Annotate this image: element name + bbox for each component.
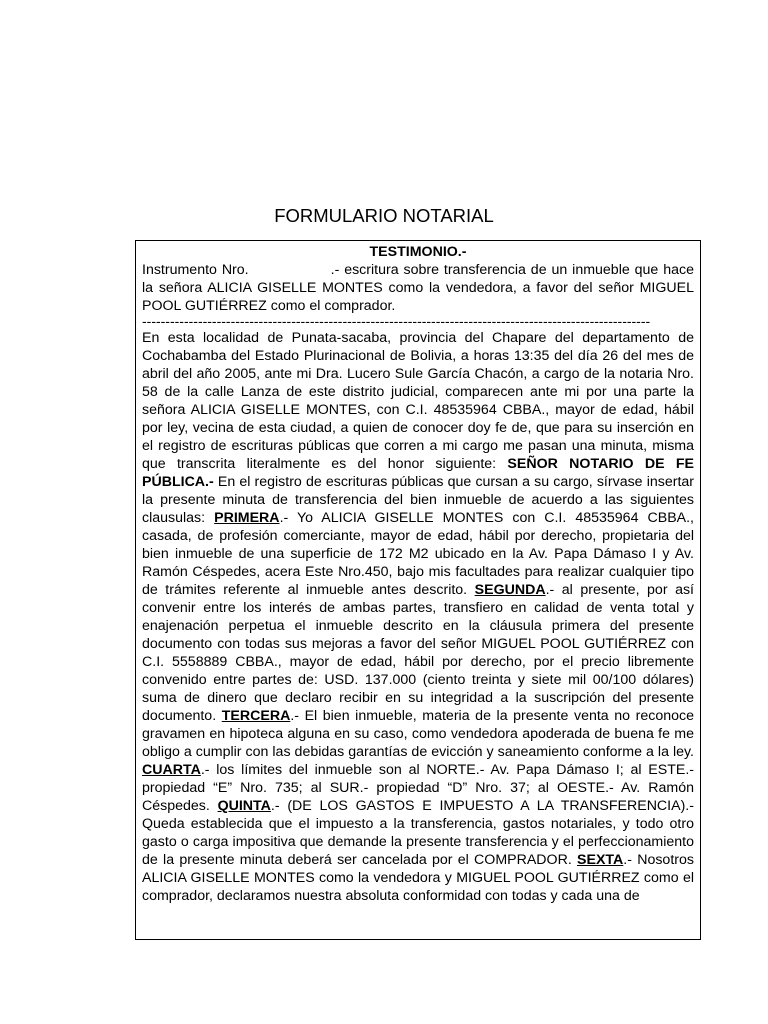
clause-quinta: QUINTA — [217, 798, 271, 814]
clause-sexta: SEXTA — [577, 852, 624, 868]
body-text-5: .- El bien inmueble, materia de la presente venta no reconoce gravamen en hipoteca alguna en su caso, como vendedora apoderada de buena fe me obligo a cumplir con las debidas garantías de evicción y saneamiento conforme a la ley. — [142, 708, 694, 760]
body-text-8: .- Nosotros ALICIA GISELLE MONTES como la vendedora y MIGUEL POOL GUTIÉRREZ como el comprador, declaramos nuestra absoluta conformidad con todas y cada una de — [142, 852, 694, 904]
testimony-box — [135, 240, 701, 940]
testimony-heading: TESTIMONIO.- — [369, 244, 467, 260]
intro-paragraph — [142, 261, 694, 315]
body-text-3: .- Yo ALICIA GISELLE MONTES con C.I. 48535964 CBBA., casada, de profesión comerciante, mayor de edad, hábil por derecho, propietaria del bien inmueble de una superficie de 172 M2 ubicado en la Av. Papa Dámaso I y Av. Ramón Céspedes, acera Este Nro.450, bajo mis facultades para realizar cualquier tipo de trámites referente al inmueble antes descrito. — [142, 510, 694, 598]
body-text-2: En el registro de escrituras públicas que cursan a su cargo, sírvase insertar la presente minuta de transferencia del bien inmueble de acuerdo a las siguientes clausulas: — [142, 474, 694, 526]
document-title: FORMULARIO NOTARIAL — [274, 205, 494, 226]
body-text-6: .- los límites del inmueble son al NORTE.- Av. Papa Dámaso I; al ESTE.- propiedad “E” Nro. 735; al SUR.- propiedad “D” Nro. 37; al OESTE.- Av. Ramón Céspedes. — [142, 762, 694, 814]
clause-primera: PRIMERA — [214, 510, 280, 526]
clause-cuarta: CUARTA — [142, 762, 201, 778]
body-text-4: .- al presente, por así convenir entre los interés de ambas partes, transfiero en calidad de venta total y enajenación perpetua el inmueble descrito en la cláusula primera del presente documento con todas sus mejoras a favor del señor MIGUEL POOL GUTIÉRREZ con C.I. 5558889 CBBA., mayor de edad, hábil por derecho, por el precio libremente convenido entre partes de: USD. 137.000 (ciento treinta y siete mil 00/100 dólares) suma de dinero que declaro recibir en su integridad a la suscripción del presente documento. — [142, 582, 694, 724]
notary-salutation: SEÑOR NOTARIO DE FE PÚBLICA.- — [142, 456, 694, 490]
clause-segunda: SEGUNDA — [474, 582, 546, 598]
body-text-1: En esta localidad de Punata-sacaba, provincia del Chapare del departamento de Cochabamba del Estado Plurinacional de Bolivia, a horas 13:35 del día 26 del mes de abril del año 2005, ante mi Dra. Lucero Sule García Chacón, a cargo de la notaria Nro. 58 de la calle Lanza de este distrito judicial, comparecen ante mi por una parte la señora ALICIA GISELLE MONTES, con C.I. 48535964 CBBA., mayor de edad, hábil por ley, vecina de esta ciudad, a quien de conocer doy fe de, que para su inserción en el registro de escrituras públicas que corren a mi cargo me pasan una minuta, misma que transcrita literalmente es del honor siguiente: — [142, 330, 694, 472]
body-text-7: .- (DE LOS GASTOS E IMPUESTO A LA TRANSFERENCIA).- Queda establecida que el impuesto a la transferencia, gastos notariales, y todo otro gasto o carga impositiva que demande la presente transferencia y el perfeccionamiento de la presente minuta deberá ser cancelada por el COMPRADOR. — [142, 798, 694, 868]
intro-text: .- escritura sobre transferencia de un inmueble que hace la señora ALICIA GISELLE MONTES como la vendedora, a favor del señor MIGUEL POOL GUTIÉRREZ como el comprador. — [142, 262, 694, 314]
body-paragraph — [142, 329, 694, 905]
instrument-label: Instrumento Nro. — [142, 262, 249, 278]
separator-line: ------------------------------------------------------------------------------------------------------------- — [142, 315, 651, 329]
clause-tercera: TERCERA — [221, 708, 291, 724]
